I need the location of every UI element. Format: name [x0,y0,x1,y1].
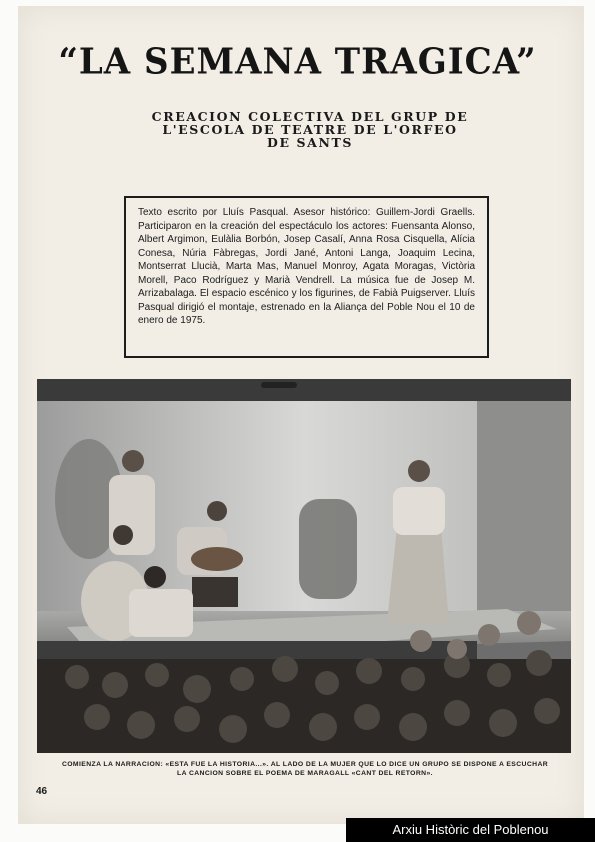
subtitle-line: L'ESCOLA DE TEATRE DE L'ORFEO [162,122,458,137]
article-title: “LA SEMANA TRAGICA” [58,41,537,83]
subtitle-line: DE SANTS [267,135,353,150]
credits-box: Texto escrito por Lluís Pasqual. Asesor histórico: Guillem-Jordi Graells. Participaron en la creación del espectáculo los actores: Fuensanta Alonso, Albert Argimon, Eulàlia Borbón, Josep Casalí, Anna Rosa Cisquella, Alícia Conesa, Núria Fàbregas, Jordi Jané, Antoni Langa, Joaquim Lecina, Montserrat Llucià, Marta Mas, Manuel Monroy, Agata Moragas, Victòria Morell, Paco Rodríguez y Marià Vendrell. La música fue de Josep M. Arrizabalaga. El espacio escénico y los figurines, de Fabià Puigserver. Lluís Pasqual dirigió el montaje, estrenado en la Aliança del Poble Nou el 10 de enero de 1975. [124,196,489,358]
caption-line: COMIENZA LA NARRACION: «ESTA FUE LA HISTORIA...». AL LADO DE LA MUJER QUE LO DICE UN GRUPO SE DISPONE A ESCUCHAR [61,761,549,768]
stage-photo [37,379,571,753]
subtitle-line: CREACION COLECTIVA DEL GRUP DE [151,109,469,124]
article-subtitle [30,110,590,149]
archive-watermark: Arxiu Històric del Poblenou [346,818,595,842]
photo-caption [30,760,580,778]
stage-photo-image [37,379,571,753]
page-number: 46 [36,786,48,797]
caption-line: LA CANCION SOBRE EL POEMA DE MARAGALL «CANT DEL RETORN». [177,770,433,777]
